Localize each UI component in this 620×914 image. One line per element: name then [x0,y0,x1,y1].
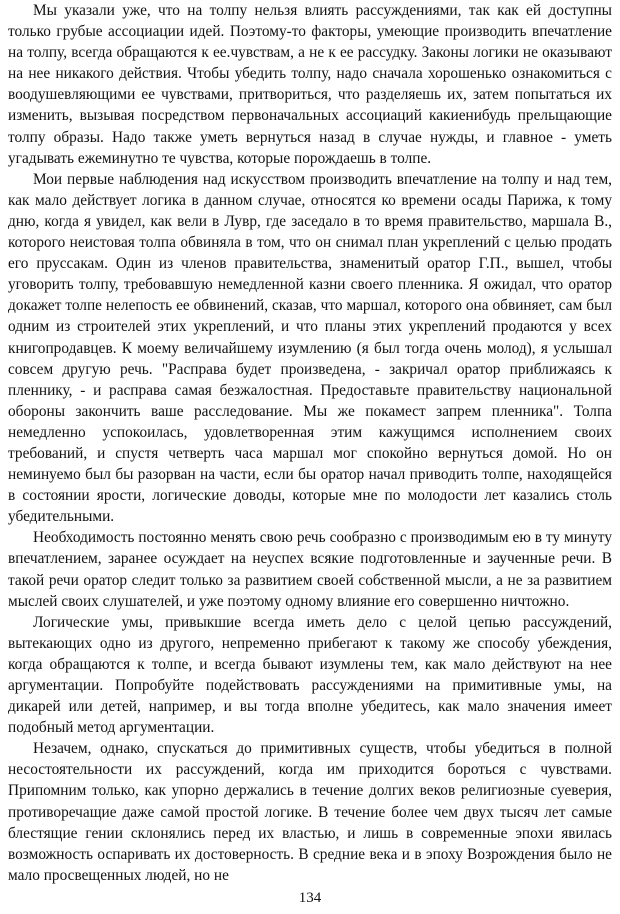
paragraph-4: Логические умы, привыкшие всегда иметь дело с целой цепью рассуждений, вытекающих одно из другого, непременно прибегают к такому же способу убеждения, когда обращаются к толпе, и всегда бывают изумлены тем, как мало действуют на нее аргументации. Попробуйте подействовать рассуждениями на примитивные умы, на дикарей или детей, например, и вы тогда вполне убедитесь, как мало значения имеет подобный метод аргументации. [8,613,612,737]
text-body [8,0,612,886]
paragraph-2: Мои первые наблюдения над искусством производить впечатление на толпу и над тем, как мало действует логика в данном случае, относятся ко времени осады Парижа, к тому дню, когда я увидел, как вели в Лувр, где заседало в то время правительство, маршала В., которого неистовая толпа обвиняла в том, что он снимал план укреплений с целью продать его пруссакам. Один из членов правительства, знаменитый оратор Г.П., вышел, чтобы уговорить толпу, требовавшую немедленной казни своего пленника. Я ожидал, что оратор докажет толпе нелепость ее обвинений, сказав, что маршал, которого она обвиняет, сам был одним из строителей этих укреплений, и что планы этих укреплений продаются у всех книгопродавцев. К моему величайшему изумлению (я был тогда очень молод), я услышал совсем другую речь. "Расправа будет произведена, - закричал оратор приближаясь к пленнику, - и расправа самая безжалостная. Предоставьте правительству национальной обороны закончить ваше расследование. Мы же покамест запрем пленника". Толпа немедленно успокоилась, удовлетворенная этим кажущимся исполнением своих требований, и спустя четверть часа маршал мог спокойно вернуться домой. Но он неминуемо был бы разорван на части, если бы оратор начал приводить толпе, находящейся в состоянии ярости, логические доводы, которые мне по молодости лет казались столь убедительными. [8,170,612,526]
paragraph-3: Необходимость постоянно менять свою речь сообразно с производимым ею в ту минуту впечатлением, заранее осуждает на неуспех всякие подготовленные и заученные речи. В такой речи оратор следит только за развитием своей собственной мысли, а не за развитием мыслей своих слушателей, и уже поэтому одному влияние его совершенно ничтожно. [8,529,612,610]
paragraph-5: Незачем, однако, спускаться до примитивных существ, чтобы убедиться в полной несостоятельности их рассуждений, когда им приходится бороться с чувствами. Припомним только, как упорно держались в течение долгих веков религиозные суеверия, противоречащие даже самой простой логике. В течение более чем двух тысяч лет самые блестящие гении склонялись перед их властью, и лишь в современные эпохи явилась возможность оспаривать их достоверность. В средние века и в эпоху Возрождения было не мало просвещенных людей, но не [8,740,612,884]
page-number: 134 [298,890,322,906]
paragraph-1: Мы указали уже, что на толпу нельзя влиять рассуждениями, так как ей доступны только грубые ассоциации идей. Поэтому-то факторы, умеющие производить впечатление на толпу, всегда обращаются к ее.чувствам, а не к ее рассудку. Законы логики не оказывают на нее никакого действия. Чтобы убедить толпу, надо сначала хорошенько ознакомиться с воодушевляющими ее чувствами, притвориться, что разделяешь их, затем попытаться их изменить, вызывая посредством первоначальных ассоциаций какиенибудь прельщающие толпу образы. Надо также уметь вернуться назад в случае нужды, и главное - уметь угадывать ежеминутно те чувства, которые порождаешь в толпе. [8,2,612,167]
